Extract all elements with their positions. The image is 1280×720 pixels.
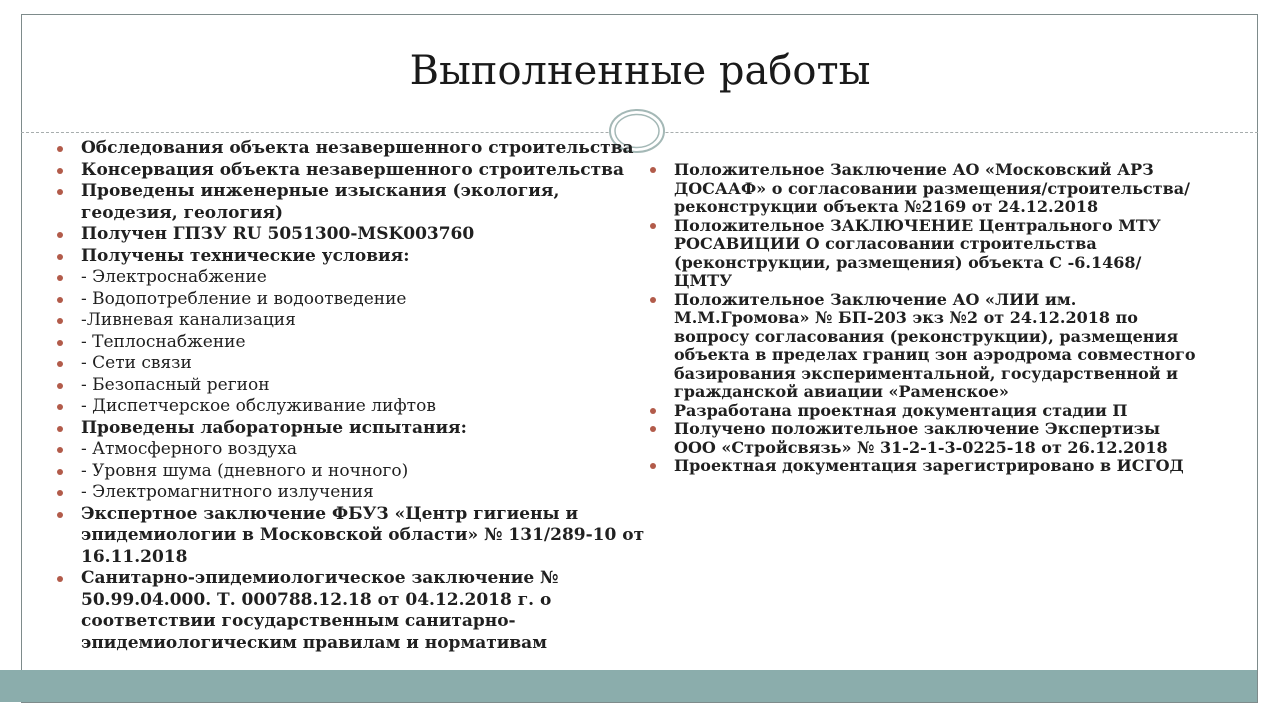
left-column-list (55, 138, 656, 654)
list-item (55, 332, 656, 354)
bullet-icon (650, 426, 656, 432)
bullet-icon (57, 383, 63, 389)
bullet-icon (57, 426, 63, 432)
list-item-text: - Электромагнитного излучения (81, 482, 374, 502)
bullet-icon (57, 254, 63, 260)
list-item (648, 402, 1199, 421)
list-item (55, 439, 656, 461)
bullet-icon (650, 223, 656, 229)
list-item-text: Экспертное заключение ФБУЗ «Центр гигиены и эпидемиологии в Московской области» № 131/289-10 от 16.11.2018 (81, 503, 645, 567)
list-item-text: - Атмосферного воздуха (81, 439, 298, 459)
right-column-list (648, 161, 1199, 476)
bullet-icon (57, 576, 63, 582)
list-item-text: Положительное Заключение АО «ЛИИ им. М.М.Громова» № БП-203 экз №2 от 24.12.2018 по вопросу согласования (реконструкции), размещения объекта в пределах границ зон аэродрома совместного базирования экспериментальной, государственной и гражданской авиации «Раменское» (674, 289, 1196, 401)
slide-title: Выполненные работы (409, 48, 871, 94)
list-item-text: Проведены лабораторные испытания: (81, 417, 467, 438)
list-item-text: Получены технические условия: (81, 245, 410, 266)
list-item (55, 289, 656, 311)
list-item (55, 310, 656, 332)
list-item-text: Положительное ЗАКЛЮЧЕНИЕ Центрального МТУ РОСАВИЦИИ О согласовании строительства (реконструкции, размещения) объекта С -6.1468/ЦМТУ (674, 215, 1161, 290)
list-item (55, 504, 656, 569)
list-item (55, 568, 656, 654)
list-item-text: -Ливневая канализация (81, 310, 296, 330)
list-item (55, 267, 656, 289)
bullet-icon (57, 297, 63, 303)
list-item-text: Положительное Заключение АО «Московский АРЗ ДОСААФ» о согласовании размещения/строительства/ реконструкции объекта №2169 от 24.12.2018 (674, 160, 1190, 216)
bullet-icon (57, 490, 63, 496)
bullet-icon (57, 447, 63, 453)
list-item-text: - Безопасный регион (81, 374, 270, 395)
bullet-icon (57, 168, 63, 174)
list-item-text: - Уровня шума (дневного и ночного) (81, 460, 409, 481)
list-item (55, 461, 656, 483)
list-item (55, 138, 656, 160)
list-item-text: Разработана проектная документация стадии П (674, 400, 1128, 420)
bullet-icon (650, 463, 656, 469)
bullet-icon (57, 361, 63, 367)
bullet-icon (57, 404, 63, 410)
list-item (55, 375, 656, 397)
list-item (55, 482, 656, 504)
bullet-icon (57, 275, 63, 281)
bullet-icon (57, 318, 63, 324)
list-item (55, 246, 656, 268)
list-item (55, 418, 656, 440)
list-item (648, 217, 1199, 291)
bullet-icon (57, 232, 63, 238)
bullet-icon (57, 189, 63, 195)
bullet-icon (57, 340, 63, 346)
list-item-text: - Теплоснабжение (81, 331, 246, 352)
list-item-text: - Сети связи (81, 353, 192, 373)
list-item (648, 457, 1199, 476)
list-item-text: Получен ГПЗУ RU 5051300-MSK003760 (81, 224, 475, 244)
list-item-text: Санитарно-эпидемиологическое заключение № 50.99.04.000. Т. 000788.12.18 от 04.12.2018 г. о соответствии государственным санитарно-эпидемиологическим правилам и нормативам (81, 568, 559, 653)
list-item (55, 181, 656, 224)
list-item (648, 420, 1199, 457)
bullet-icon (650, 167, 656, 173)
list-item-text: - Диспетчерское обслуживание лифтов (81, 396, 436, 416)
list-item-text: Проектная документация зарегистрировано в ИСГОД (674, 456, 1184, 475)
list-item-text: - Водопотребление и водоотведение (81, 288, 407, 309)
bottom-accent-band (0, 670, 1257, 702)
list-item (55, 353, 656, 375)
list-item-text: Обследования объекта незавершенного строительства (81, 138, 634, 158)
bullet-icon (57, 469, 63, 475)
list-item (55, 396, 656, 418)
bullet-icon (650, 408, 656, 414)
bullet-icon (57, 146, 63, 152)
list-item (55, 224, 656, 246)
bullet-icon (650, 297, 656, 303)
list-item-text: Получено положительное заключение Экспертизы ООО «Стройсвязь» № 31-2-1-3-0225-18 от 26.12.2018 (674, 419, 1168, 457)
list-item-text: - Электроснабжение (81, 267, 267, 287)
bullet-icon (57, 512, 63, 518)
list-item-text: Консервация объекта незавершенного строительства (81, 159, 624, 180)
list-item (648, 161, 1199, 217)
list-item (55, 160, 656, 182)
list-item (648, 291, 1199, 402)
list-item-text: Проведены инженерные изыскания (экология, геодезия, геология) (81, 181, 560, 223)
